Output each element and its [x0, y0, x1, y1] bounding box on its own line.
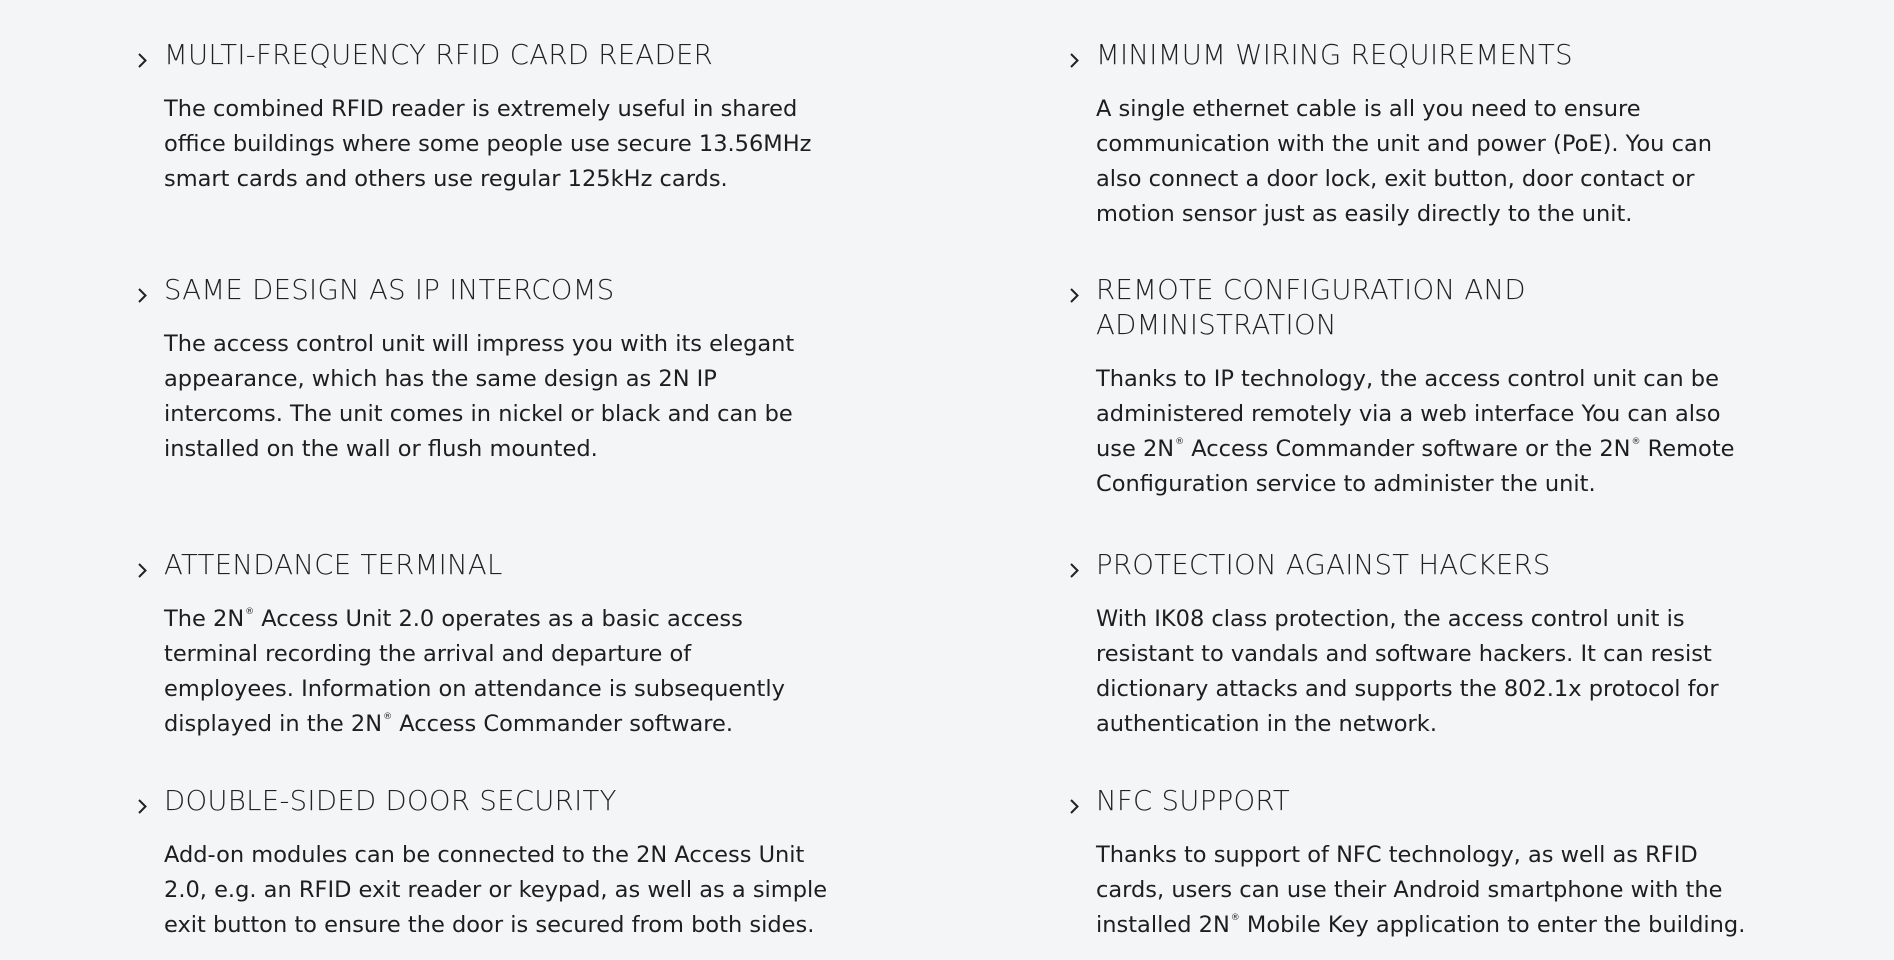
feature-title[interactable]: MINIMUM WIRING REQUIREMENTS: [1096, 39, 1573, 71]
feature-nfc-support[interactable]: [1063, 784, 1783, 943]
feature-title[interactable]: ATTENDANCE TERMINAL: [164, 549, 503, 581]
feature-description: The 2N® Access Unit 2.0 operates as a basic access terminal recording the arrival and departure of employees. Information on attendance is subsequently displayed in the 2N® Access Commander software.: [164, 606, 785, 737]
chevron-right-icon[interactable]: [131, 559, 153, 581]
chevron-right-icon[interactable]: [131, 284, 153, 306]
feature-description: Thanks to support of NFC technology, as well as RFID cards, users can use their Android smartphone with the installed 2N® Mobile Key application to enter the building.: [1096, 842, 1746, 938]
feature-title[interactable]: NFC SUPPORT: [1096, 785, 1290, 817]
feature-title[interactable]: MULTI-FREQUENCY RFID CARD READER: [164, 39, 714, 71]
chevron-right-icon[interactable]: [131, 49, 153, 71]
chevron-right-icon[interactable]: [1063, 795, 1085, 817]
feature-title[interactable]: SAME DESIGN AS IP INTERCOMS: [164, 274, 615, 306]
feature-remote-configuration[interactable]: [1063, 273, 1783, 502]
feature-title[interactable]: DOUBLE-SIDED DOOR SECURITY: [164, 785, 617, 817]
feature-description: A single ethernet cable is all you need to ensure communication with the unit and power (PoE). You can also connect a door lock, exit button, door contact or motion sensor just as easily directly to the unit.: [1096, 96, 1713, 227]
feature-same-design[interactable]: [131, 273, 851, 467]
feature-protection-hackers[interactable]: [1063, 548, 1783, 742]
feature-description: The combined RFID reader is extremely useful in shared office buildings where some people use secure 13.56MHz smart cards and others use regular 125kHz cards.: [164, 96, 812, 192]
feature-attendance-terminal[interactable]: [131, 548, 851, 742]
chevron-right-icon[interactable]: [131, 795, 153, 817]
chevron-right-icon[interactable]: [1063, 49, 1085, 71]
feature-description: Add-on modules can be connected to the 2N Access Unit 2.0, e.g. an RFID exit reader or keypad, as well as a simple exit button to ensure the door is secured from both sides.: [164, 842, 828, 938]
chevron-right-icon[interactable]: [1063, 559, 1085, 581]
feature-title[interactable]: REMOTE CONFIGURATION AND ADMINISTRATION: [1096, 274, 1526, 341]
feature-description: Thanks to IP technology, the access control unit can be administered remotely via a web interface You can also use 2N® Access Commander software or the 2N® Remote Configuration service to administer the unit.: [1096, 366, 1735, 497]
feature-title[interactable]: PROTECTION AGAINST HACKERS: [1096, 549, 1551, 581]
feature-double-sided-door[interactable]: [131, 784, 851, 943]
feature-description: With IK08 class protection, the access control unit is resistant to vandals and software hackers. It can resist dictionary attacks and supports the 802.1x protocol for authentication in the network.: [1096, 606, 1719, 737]
chevron-right-icon[interactable]: [1063, 284, 1085, 306]
feature-multi-frequency-rfid[interactable]: [131, 38, 851, 197]
feature-description: The access control unit will impress you with its elegant appearance, which has the same design as 2N IP intercoms. The unit comes in nickel or black and can be installed on the wall or flush mounted.: [164, 331, 795, 462]
feature-minimum-wiring[interactable]: [1063, 38, 1783, 232]
